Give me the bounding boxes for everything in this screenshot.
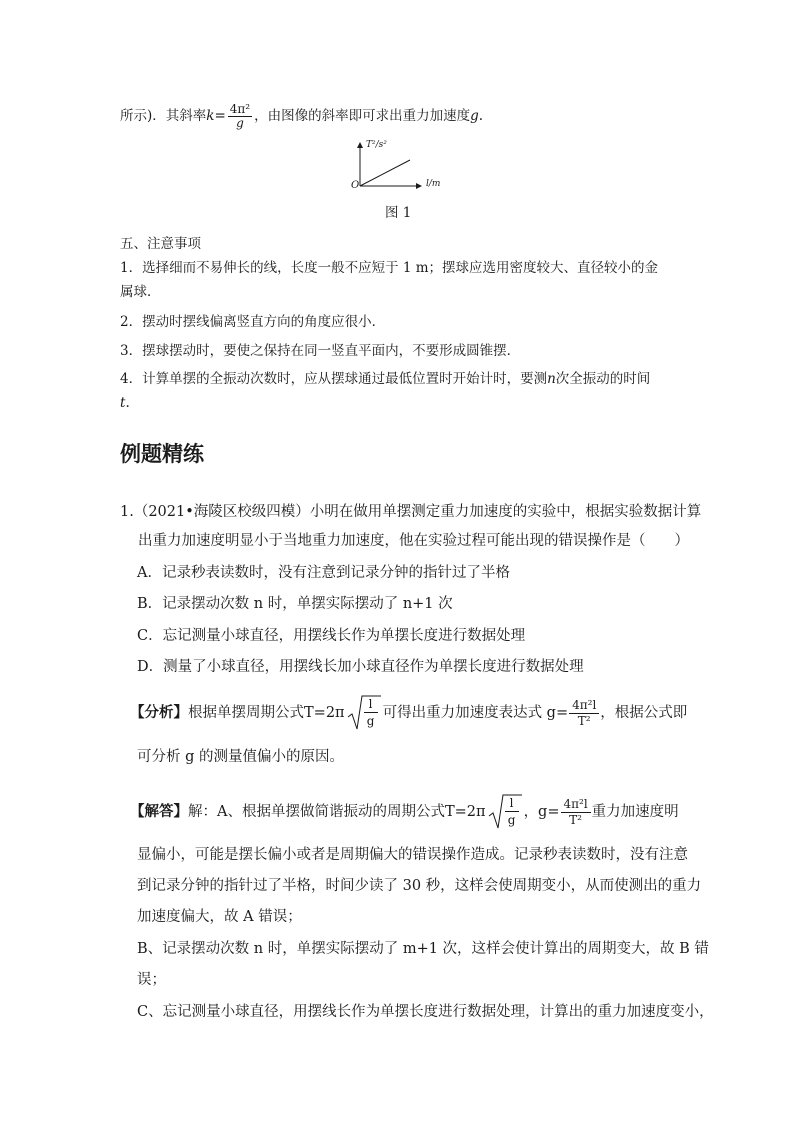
analysis-tag: 【分析】: [130, 704, 188, 721]
slope-symbol: k: [206, 108, 215, 124]
intro-suffix: ，由图像的斜率即可求出重力加速度: [254, 108, 471, 124]
g-numerator: 4π²l: [569, 698, 599, 714]
answer-line-1: [130, 793, 679, 831]
answer-text-1: 解：A、根据单摆做简谐振动的周期公式: [188, 804, 445, 820]
answer-sqrt-numerator: l: [509, 796, 514, 810]
note-item-2: 2．摆动时摆线偏离竖直方向的角度应很小．: [120, 314, 386, 330]
figure-caption: 图 1: [385, 205, 412, 221]
note-item-4-text: 4．计算单摆的全振动次数时，应从摆球通过最低位置时开始计时，要测: [120, 371, 548, 387]
equals-sign: =: [214, 108, 226, 124]
analysis-text-2: 可得出重力加速度表达式 g=: [382, 705, 569, 721]
option-b: B．记录摆动次数 n 时，单摆实际摆动了 n+1 次: [137, 596, 453, 612]
notes-heading: 五、注意事项: [120, 236, 201, 252]
slope-fraction: [228, 103, 252, 130]
slope-numerator: 4π²: [229, 102, 251, 116]
analysis-text-3: ，根据公式即: [600, 705, 688, 721]
option-a: A．记录秒表读数时，没有注意到记录分钟的指针过了半格: [137, 565, 510, 581]
intro-end: .: [478, 108, 484, 124]
answer-line-5: B、记录摆动次数 n 时，单摆实际摆动了 m+1 次，这样会使计算出的周期变大，故 B 错: [137, 941, 709, 957]
sqrt-denominator: g: [366, 714, 375, 728]
sqrt-l-over-g: [347, 695, 381, 731]
answer-period-formula: T=2π: [444, 804, 486, 820]
answer-line-7: C、忘记测量小球直径，用摆线长作为单摆长度进行数据处理，计算出的重力加速度变小，: [137, 1004, 714, 1020]
slope-denominator: g: [236, 116, 244, 130]
sqrt-numerator: l: [368, 697, 373, 711]
analysis-line-2: 可分析 g 的测量值偏小的原因。: [137, 749, 344, 765]
note-item-4-end: .: [125, 395, 130, 411]
gravity-symbol: g: [470, 108, 479, 124]
t2-l-graph: [340, 140, 460, 200]
option-c: C．忘记测量小球直径，用摆线长作为单摆长度进行数据处理: [137, 628, 526, 644]
answer-g-fraction: [561, 797, 591, 828]
x-axis-label: l/m: [426, 179, 441, 189]
answer-line-2: 显偏小，可能是摆长偏小或者是周期偏大的错误操作造成。记录秒表读数时，没有注意: [137, 847, 688, 863]
option-d: D．测量了小球直径，用摆线长加小球直径作为单摆长度进行数据处理: [137, 659, 584, 675]
question-stem-line-2: 出重力加速度明显小于当地重力加速度，他在实验过程可能出现的错误操作是（ ）: [138, 533, 689, 549]
intro-prefix: 所示)．其斜率: [120, 108, 207, 124]
answer-text-2: 重力加速度明: [591, 804, 679, 820]
note-item-4-tail: 次全振动的时间: [555, 371, 651, 387]
y-axis-label: T²/s²: [366, 140, 387, 150]
section-title: 例题精练: [120, 442, 204, 466]
note-item-1: 1．选择细而不易伸长的线，长度一般不应短于 1 m；摆球应选用密度较大、直径较小的金: [120, 260, 659, 276]
analysis-line-1: [130, 694, 687, 732]
answer-line-4: 加速度偏大，故 A 错误；: [137, 909, 302, 925]
note-item-4-t: t: [120, 395, 126, 411]
figure-1: [340, 140, 460, 200]
note-item-3: 3．摆球摆动时，要使之保持在同一竖直平面内，不要形成圆锥摆．: [120, 343, 521, 359]
intro-line: [120, 103, 483, 130]
answer-g-denominator: T²: [569, 812, 582, 827]
answer-sqrt-l-over-g: [488, 794, 522, 830]
note-item-4-cont: [120, 394, 130, 412]
origin-label: O: [351, 180, 360, 191]
answer-separator: ，g=: [523, 804, 560, 820]
answer-sqrt-denominator: g: [507, 813, 516, 827]
answer-line-6: 误；: [137, 972, 166, 988]
note-item-4-n: n: [547, 371, 556, 387]
period-formula: T=2π: [304, 705, 345, 721]
g-fraction: [569, 698, 599, 729]
analysis-text-1: 根据单摆周期公式: [188, 705, 304, 721]
answer-g-numerator: 4π²l: [561, 797, 591, 813]
answer-tag: 【解答】: [130, 803, 188, 820]
note-item-1-cont: 属球．: [120, 284, 161, 300]
g-denominator: T²: [577, 713, 591, 728]
question-stem-line-1: 1.（2021•海陵区校级四模）小明在做用单摆测定重力加速度的实验中，根据实验数据计算: [120, 504, 702, 520]
note-item-4: [120, 370, 650, 388]
answer-line-3: 到记录分钟的指针过了半格，时间少读了 30 秒，这样会使周期变小，从而使测出的重力: [137, 878, 702, 894]
